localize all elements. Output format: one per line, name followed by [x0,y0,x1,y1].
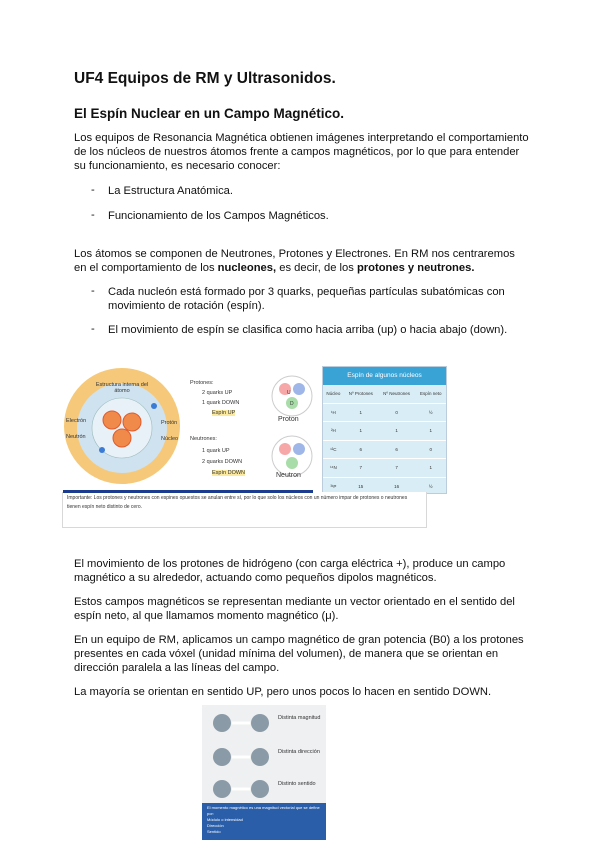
table-cell: 0 [415,440,446,459]
neutrones-label: Neutrones: [190,436,217,442]
figure2-label: Distinta dirección [278,749,320,755]
quark-u [279,443,291,455]
table-row [323,422,446,441]
magnetic-moment-box [202,803,326,840]
neutrones-item: 2 quarks DOWN [202,459,243,465]
electron-dot [99,447,105,453]
table-cell: ¹⁴N [323,459,344,478]
list-item: El movimiento de espín se clasifica como hacia arriba (up) o hacia abajo (down). [108,324,508,336]
table-cell: 1 [415,459,446,478]
table-cell: 16 [378,477,416,496]
caption-text: Importante: Los protones y neutrones con espines opuestos se anulan entre sí, por lo que solo los núcleos con un número impar de protones o neutrones tienen espín neto distinto de cero. [67,495,408,510]
quark-d [293,443,305,455]
list-dash: - [91,323,95,335]
table-cell: 0 [378,403,416,422]
figure2-label: Distinta magnitud [278,715,321,721]
paragraph: Estos campos magnéticos se representan mediante un vector orientado en el sentido del espín neto, al que llamamos momento magnético (μ). [74,596,515,622]
proton-ball [103,411,121,429]
dipole-ball [213,780,231,798]
atom-label: Estructura interna del átomo [95,382,149,394]
electron-dot [151,403,157,409]
box-item: Módulo o intensidad [207,817,243,822]
protones-item: 2 quarks UP [202,390,233,396]
table-cell: ¹H [323,403,344,422]
quark-d [286,457,298,469]
table-cell: ²H [323,422,344,441]
table-row [323,440,446,459]
table-cell: ½ [415,477,446,496]
dipole-ball [251,714,269,732]
magnetic-moment-figure [202,705,326,803]
atom-part-label: Núcleo [161,436,179,442]
list-dash: - [91,184,95,196]
neutrones-item: 1 quark UP [202,448,230,454]
box-title: El momento magnético es una magnitud vectorial que se define por: [207,805,320,816]
table-cell: 7 [344,459,378,478]
neutron-label: Neutron [276,472,301,479]
protones-label: Protones: [190,380,214,386]
dipole-ball [251,780,269,798]
table-cell: 7 [378,459,416,478]
atom-part-label: Protón [161,420,178,426]
list-item: La Estructura Anatómica. [108,185,233,197]
spin-table-title: Espín de algunos núcleos [323,367,446,385]
double-arrow [232,723,250,789]
table-cell: 1 [415,422,446,441]
intro-paragraph: Los equipos de Resonancia Magnética obtienen imágenes interpretando el comportamiento de los núcleos de nuestros átomos frente a campos magnéticos, por lo que para entender su funcionamiento, es necesario conocer: [74,132,529,172]
table-cell: ¹²C [323,440,344,459]
table-cell: 15 [344,477,378,496]
figure-caption [62,492,427,528]
neutrones-item: Espín DOWN [212,470,246,476]
proton-label: Proton [278,416,299,423]
table-cell: 1 [344,403,378,422]
paragraph: El movimiento de los protones de hidrógeno (con carga eléctrica +), produce un campo magnético a su alrededor, actuando como pequeños dipolos magnéticos. [74,558,506,584]
table-header: Nº Protones [344,385,378,403]
table-header: Espín neto [415,385,446,403]
list-item: Funcionamiento de los Campos Magnéticos. [108,210,329,222]
caption-bar [63,490,313,493]
paragraph: La mayoría se orientan en sentido UP, pero unos pocos lo hacen en sentido DOWN. [74,686,492,698]
protones-item: Espín UP [212,410,236,416]
table-header: Núcleo [323,385,344,403]
spin-table-grid [323,385,446,496]
table-header: Nº Neutrones [378,385,416,403]
table-cell: 1 [344,422,378,441]
table-row [323,459,446,478]
list-dash: - [91,209,95,221]
proton-ball [113,429,131,447]
table-cell: 1 [378,422,416,441]
box-item: Dirección [207,823,224,828]
atom-part-label: Neutrón [66,434,86,440]
atom-part-label: Electrón [66,418,87,424]
section-heading: El Espín Nuclear en un Campo Magnético. [74,106,345,121]
atoms-paragraph: Los átomos se componen de Neutrones, Protones y Electrones. En RM nos centraremos en el comportamiento de los nucleones, es decir, de los protones y neutrones. [74,248,515,274]
paragraph: En un equipo de RM, aplicamos un campo magnético de gran potencia (B0) a los protones presentes en cada vóxel (unidad mínima del volumen), de manera que se orientan en dirección paralela a las líneas del campo. [74,634,524,674]
box-item: Sentido [207,829,221,834]
quark-d-label: D [290,401,294,407]
list-item: Cada nucleón está formado por 3 quarks, pequeñas partículas subatómicas con movimiento de rotación (espín). [108,286,505,312]
dipole-ball [251,748,269,766]
list-dash: - [91,285,95,297]
dipole-ball [213,714,231,732]
page-title: UF4 Equipos de RM y Ultrasonidos. [74,70,336,87]
neutron-ball [123,413,141,431]
table-row [323,403,446,422]
table-cell: ½ [415,403,446,422]
neutron-circle [272,436,312,476]
table-cell: 6 [378,440,416,459]
quark-u [293,383,305,395]
table-cell: ³¹P [323,477,344,496]
table-cell: 6 [344,440,378,459]
spin-table [322,366,447,494]
quark-u-label: U [287,390,291,396]
protones-item: 1 quark DOWN [202,400,240,406]
table-header-row [323,385,446,403]
proton-circle [272,376,312,416]
figure2-label: Distinto sentido [278,781,316,787]
dipole-ball [213,748,231,766]
